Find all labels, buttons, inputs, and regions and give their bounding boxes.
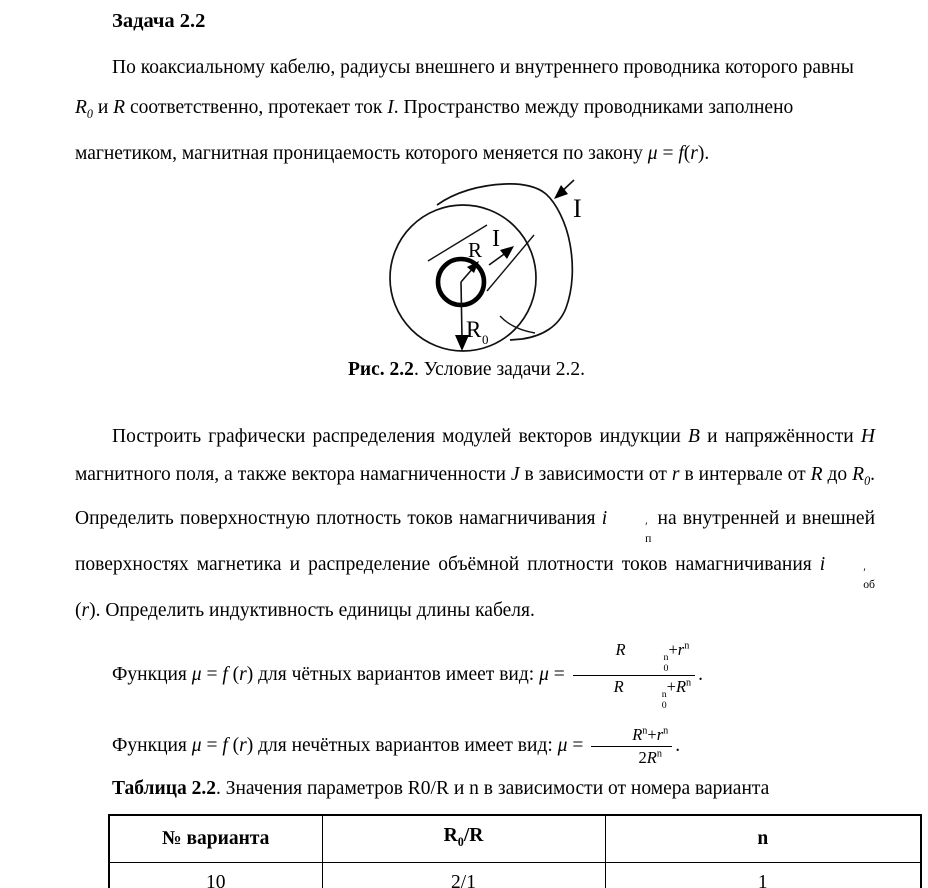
table-cell-variant: 10 <box>109 862 322 888</box>
table-row <box>109 862 921 888</box>
figure-caption-text: . Условие задачи 2.2. <box>413 358 585 380</box>
radius-outer-arrow <box>461 282 462 338</box>
label-current-inner: I <box>492 225 500 252</box>
label-radius-outer-subscript: 0 <box>482 331 489 347</box>
table-caption-number: Таблица 2.2 <box>112 777 216 799</box>
table-caption-text: . Значения параметров R0/R и n в зависимости от номера варианта <box>215 777 770 799</box>
formula-odd-variants: Функция μ = f (r) для нечётных вариантов имеет вид: μ = $\frac{R^n+r^n}{2R^n}$ . <box>112 725 681 767</box>
parameters-table <box>108 814 922 888</box>
table-caption <box>112 776 878 802</box>
figure-caption-number: Рис. 2.2 <box>348 358 414 380</box>
problem-statement-paragraph: По коаксиальному кабелю, радиусы внешнего и внутреннего проводника которого равны $R_0$ и R соответственно, протекает ток I. Пространство между проводниками заполнено магнетиком, магнитная проницаемость которого меняется по закону μ = f(r). <box>75 57 854 164</box>
label-radius-inner: R <box>468 237 483 262</box>
task-paragraph: Построить графически распределения модулей векторов индукции B и напряжённости H магнитного поля, а также вектора намагниченности J в зависимости от r в интервале от R до $R_0$. Определить поверхностную плотность токов намагничивания i ′ п на внутренней и внешней поверхностях магнетика и распределение объёмной плотности токов намагничивания i ′ об (r). Определить индуктивность единицы длины кабеля. <box>75 425 876 621</box>
table-header-radius-ratio: $R_0/R$ <box>322 815 605 862</box>
figure-container <box>75 174 878 358</box>
table-header-n: n <box>605 815 921 862</box>
table-header-variant: № варианта <box>109 815 322 862</box>
coaxial-cable-figure <box>350 174 602 358</box>
fraction: R n 0 $+r^n$ R n 0 $+R^n$ <box>573 640 696 711</box>
figure-caption <box>65 358 868 382</box>
table-cell-n: 1 <box>605 862 921 888</box>
table-cell-radius-ratio: 2/1 <box>322 862 605 888</box>
formula-even-variants: Функция μ = f (r) для чётных вариантов имеет вид: μ = R n 0 $+r^n$ R n 0 $+R^n$ . <box>112 639 704 711</box>
label-radius-outer: R <box>466 316 482 342</box>
table-header-row <box>109 815 921 862</box>
fraction: $\frac{R^n+r^n}{2R^n}$ <box>591 725 672 768</box>
problem-title: Задача 2.2 <box>112 10 206 32</box>
label-current-outer: I <box>573 193 582 223</box>
